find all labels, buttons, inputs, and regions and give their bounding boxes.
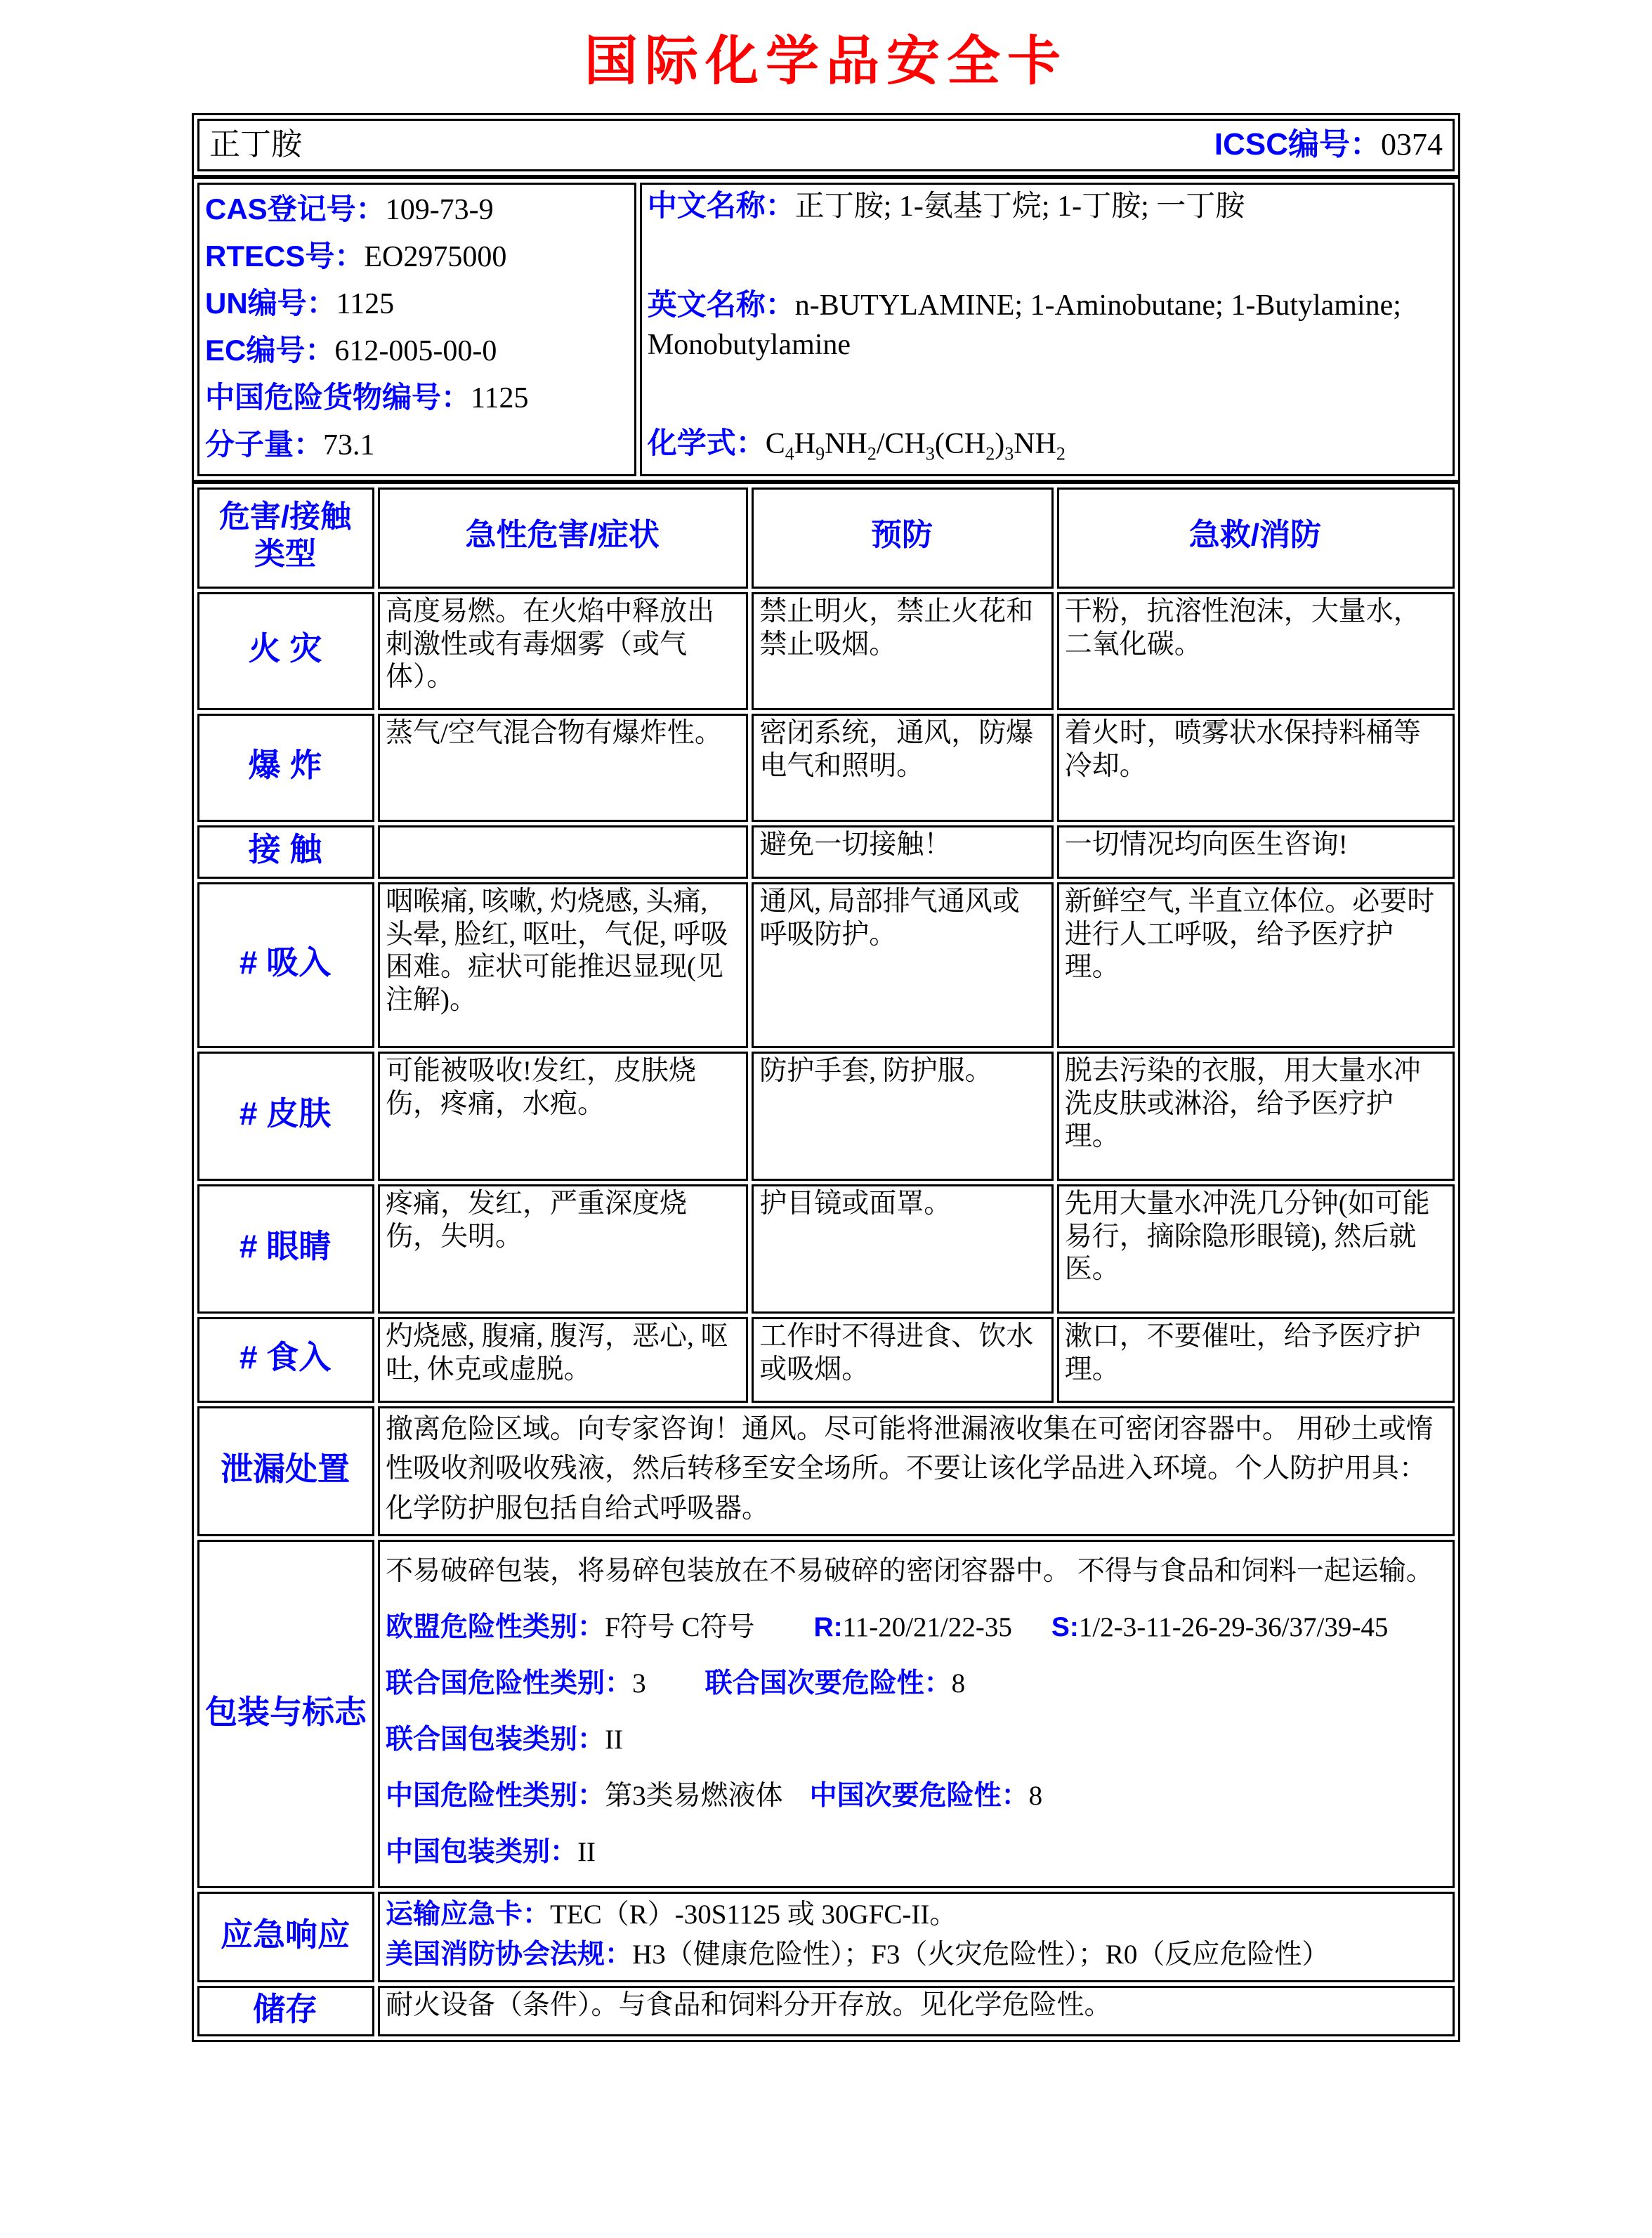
icsc-label: ICSC编号： [1214,127,1381,162]
response-cell: 着火时，喷雾状水保持料桶等冷却。 [1057,714,1455,822]
identifier-row: 中国危险货物编号：1125 [205,380,529,414]
spillage-label-cell: 泄漏处置 [197,1406,374,1537]
cn-packing-line: 中国包装类别：II [386,1837,596,1868]
hazard-type-cell: 爆 炸 [197,714,374,822]
header-hazard-type: 危害/接触 类型 [197,487,374,589]
hazard-type-cell: # 皮肤 [197,1052,374,1181]
identifier-row: CAS登记号：109-73-9 [205,192,494,226]
chemical-name: 正丁胺 [209,127,302,162]
storage-row [197,1986,1455,2036]
emergency-content-cell [378,1892,1455,1982]
header-symptoms: 急性危害/症状 [378,487,748,589]
page-title: 国际化学品安全卡 [584,32,1068,91]
un-packing-line: 联合国包装类别：II [386,1725,624,1755]
prevention-cell: 护目镜或面罩。 [752,1184,1054,1314]
packaging-content-cell [378,1540,1455,1888]
identifier-row: RTECS号：EO2975000 [205,239,507,273]
nfpa-line: 美国消防协会法规：H3（健康危险性）；F3（火灾危险性）；R0（反应危险性） [386,1939,1330,1970]
identifiers-table [192,177,1460,482]
symptoms-cell: 咽喉痛, 咳嗽, 灼烧感, 头痛, 头晕, 脸红, 呕吐，气促, 呼吸困难。症状可能推迟显现(见注解)。 [378,882,748,1048]
response-cell: 漱口，不要催吐，给予医疗护理。 [1057,1317,1455,1403]
response-cell: 脱去污染的衣服，用大量水冲洗皮肤或淋浴，给予医疗护理。 [1057,1052,1455,1181]
identifier-row: UN编号：1125 [205,286,395,320]
emergency-label-cell: 应急响应 [197,1892,374,1982]
eu-classification-line: 欧盟危险性类别：F符号 C符号 R:11-20/21/22-35 S:1/2-3-11-26-29-36/37/39-45 [386,1612,1389,1643]
response-cell: 先用大量水冲洗几分钟(如可能易行，摘除隐形眼镜), 然后就医。 [1057,1184,1455,1314]
packaging-label-cell: 包装与标志 [197,1540,374,1888]
english-name-row: 英文名称：n-BUTYLAMINE; 1-Aminobutane; 1-Butylamine; Monobutylamine [647,287,1401,362]
name-header-table [192,113,1460,177]
prevention-cell: 避免一切接触！ [752,825,1054,879]
hazard-row-ingestion [197,1317,1455,1403]
symptoms-cell: 可能被吸收!发红，皮肤烧伤，疼痛，水疱。 [378,1052,748,1181]
hazard-type-cell: # 吸入 [197,882,374,1048]
spillage-content-cell: 撤离危险区域。向专家咨询！通风。尽可能将泄漏液收集在可密闭容器中。 用砂土或惰性吸收剂吸收残液，然后转移至安全场所。不要让该化学品进入环境。个人防护用具：化学防护服包括自给式呼吸器。 [378,1406,1455,1537]
emergency-row [197,1892,1455,1982]
transport-card-line: 运输应急卡：TEC（R）-30S1125 或 30GFC-II。 [386,1899,957,1930]
response-cell: 一切情况均向医生咨询! [1057,825,1455,879]
prevention-cell: 通风, 局部排气通风或呼吸防护。 [752,882,1054,1048]
hazard-header-row [197,487,1455,589]
prevention-cell: 防护手套, 防护服。 [752,1052,1054,1181]
hazard-row-skin [197,1052,1455,1181]
hazard-row-eyes [197,1184,1455,1314]
symptoms-cell: 蒸气/空气混合物有爆炸性。 [378,714,748,822]
spillage-row [197,1406,1455,1537]
formula-row: 化学式：$C_4H_9NH_2/CH_3(CH_2)_3NH_2$ [647,426,1066,464]
header-response: 急救/消防 [1057,487,1455,589]
hazard-row-inhalation [197,882,1455,1048]
safety-card [192,113,1460,2042]
name-header-row [197,119,1455,171]
hazard-table [192,482,1460,2042]
chinese-name-row: 中文名称：正丁胺; 1-氨基丁烷; 1-丁胺; 一丁胺 [647,188,1245,223]
response-cell: 干粉，抗溶性泡沫，大量水，二氧化碳。 [1057,592,1455,710]
storage-content-cell: 耐火设备（条件）。与食品和饲料分开存放。见化学危险性。 [378,1986,1455,2036]
response-cell: 新鲜空气, 半直立体位。必要时进行人工呼吸，给予医疗护理。 [1057,882,1455,1048]
symptoms-cell [378,825,748,879]
symptoms-cell: 疼痛，发红，严重深度烧伤，失明。 [378,1184,748,1314]
header-prevention: 预防 [752,487,1054,589]
storage-label-cell: 储存 [197,1986,374,2036]
identifier-row: EC编号：612-005-00-0 [205,333,497,367]
identifiers-row [197,183,1455,476]
symptoms-cell: 高度易燃。在火焰中释放出刺激性或有毒烟雾（或气体）。 [378,592,748,710]
identifiers-left-cell [197,183,636,476]
hazard-row-explosion [197,714,1455,822]
hazard-type-cell: # 眼睛 [197,1184,374,1314]
hazard-type-cell: 接 触 [197,825,374,879]
packaging-row [197,1540,1455,1888]
icsc-number: 0374 [1381,127,1443,162]
hazard-type-cell: 火 灾 [197,592,374,710]
identifiers-right-cell [640,183,1455,476]
prevention-cell: 工作时不得进食、饮水或吸烟。 [752,1317,1054,1403]
hazard-row-fire [197,592,1455,710]
name-header-cell [197,119,1455,171]
identifier-row: 分子量：73.1 [205,427,375,462]
cn-classification-line: 中国危险性类别：第3类易燃液体 中国次要危险性：8 [386,1781,1043,1812]
chemical-formula: $C_4H_9NH_2/CH_3(CH_2)_3NH_2$ [765,428,1066,464]
symptoms-cell: 灼烧感, 腹痛, 腹泻，恶心, 呕吐, 休克或虚脱。 [378,1317,748,1403]
icsc-number-group [1214,126,1443,164]
hazard-type-cell: # 食入 [197,1317,374,1403]
hazard-row-exposure [197,825,1455,879]
un-classification-line: 联合国危险性类别：3 联合国次要危险性：8 [386,1668,966,1699]
prevention-cell: 禁止明火，禁止火花和禁止吸烟。 [752,592,1054,710]
packaging-intro: 不易破碎包装，将易碎包装放在不易破碎的密闭容器中。 不得与食品和饲料一起运输。 [386,1556,1434,1587]
prevention-cell: 密闭系统，通风，防爆电气和照明。 [752,714,1054,822]
